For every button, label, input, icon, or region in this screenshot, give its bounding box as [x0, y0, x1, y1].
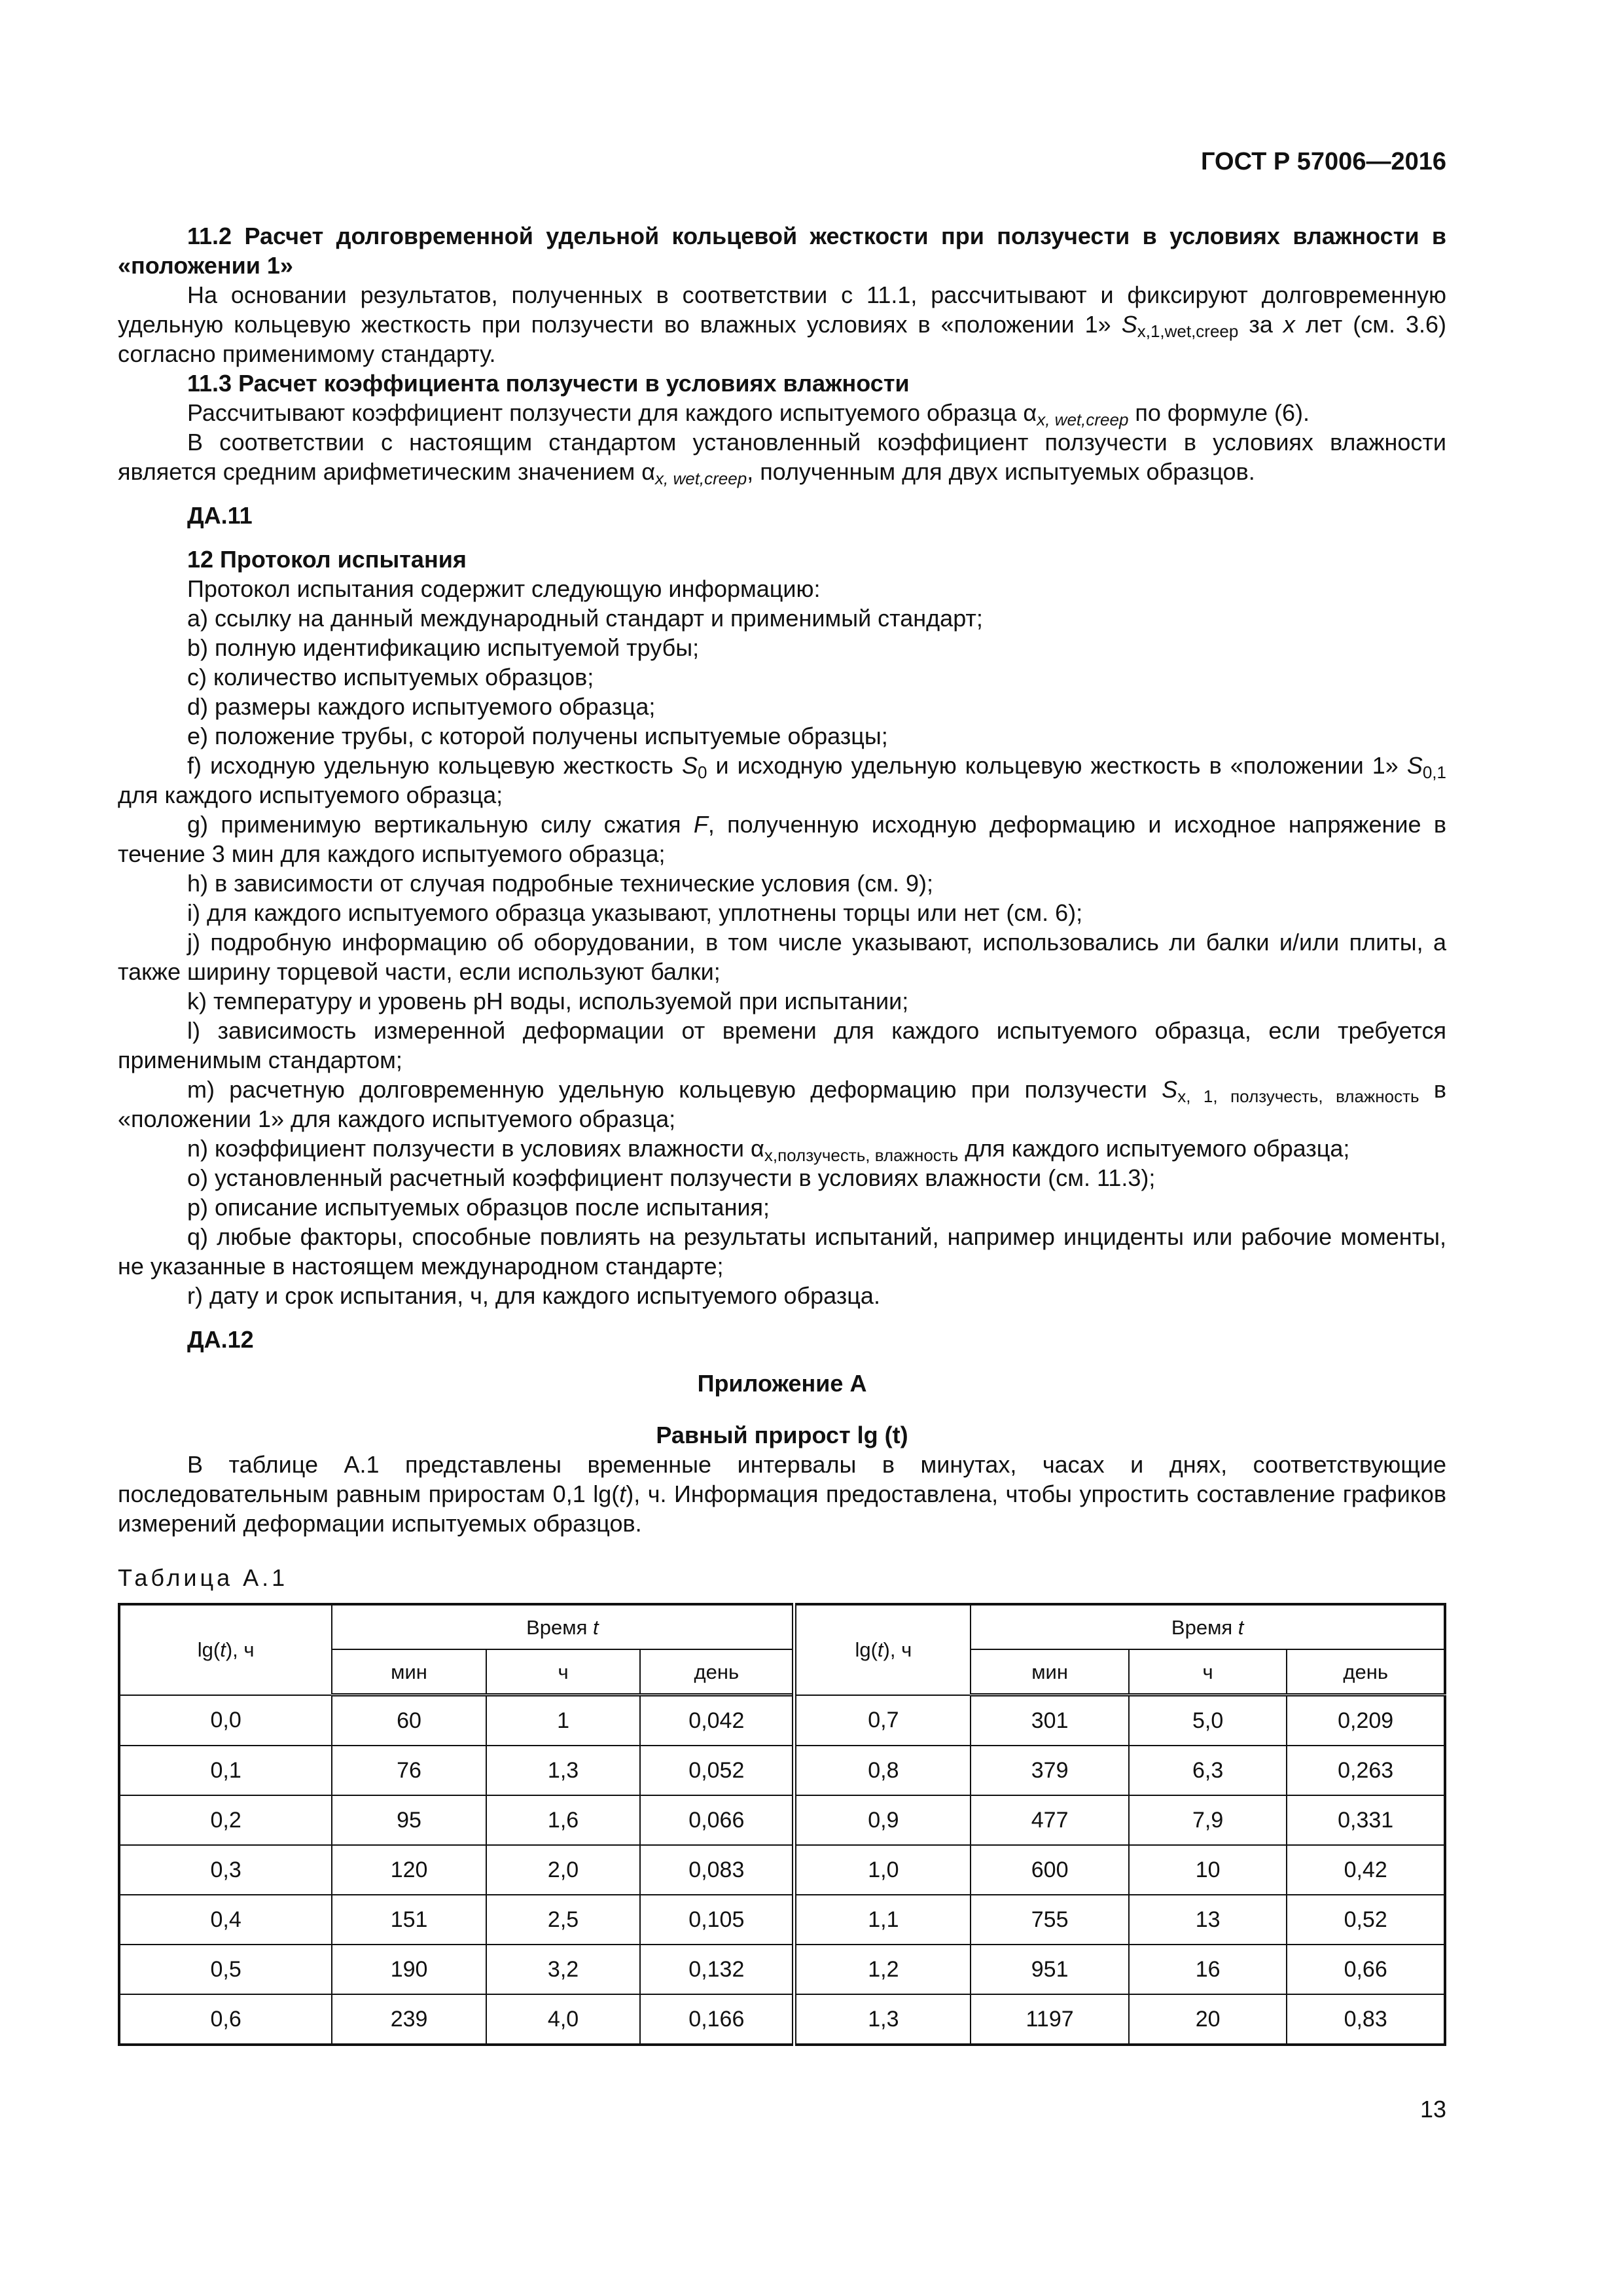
header-time-right: Время t	[971, 1604, 1445, 1649]
table-cell: 120	[332, 1845, 486, 1895]
table-row	[119, 1695, 1445, 1746]
header-lg-left: lg(t), ч	[119, 1604, 332, 1695]
section-11-3-paragraph-2: В соответствии с настоящим стандартом установленный коэффициент ползучести в условиях влажности является средним арифметическим значением $\alpha_{x, wet,creep}$, полученным для двух испытуемых образцов.	[118, 429, 1446, 488]
table-cell: 0,66	[1287, 1945, 1445, 1994]
table-cell: 16	[1129, 1945, 1287, 1994]
appendix-text: В таблице А.1 представлены временные интервалы в минутах, часах и днях, соответствующие последовательным равным приростам 0,1 lg(t), ч. Информация предоставлена, чтобы упростить составление графиков измерений деформации испытуемых образцов.	[118, 1451, 1446, 1537]
table-cell: 0,8	[794, 1746, 971, 1795]
table-cell: 0,083	[640, 1845, 794, 1895]
table-cell: 1197	[971, 1994, 1129, 2045]
section-11-2-heading: 11.2 Расчет долговременной удельной кольцевой жесткости при ползучести в условиях влажности в «положении 1»	[118, 223, 1446, 279]
table-cell: 0,4	[119, 1895, 332, 1945]
table-cell: 151	[332, 1895, 486, 1945]
list-item-f: f) исходную удельную кольцевую жесткость $S_0$ и исходную удельную кольцевую жесткость в «положении 1» $S_{0,1}$ для каждого испытуемого образца;	[118, 752, 1446, 808]
table-cell: 2,0	[486, 1845, 640, 1895]
table-cell: 1	[486, 1695, 640, 1746]
table-cell: 301	[971, 1695, 1129, 1746]
table-cell: 0,263	[1287, 1746, 1445, 1795]
header-day: день	[1287, 1649, 1445, 1695]
table-cell: 2,5	[486, 1895, 640, 1945]
table-cell: 0,42	[1287, 1845, 1445, 1895]
table-cell: 190	[332, 1945, 486, 1994]
table-row	[119, 1845, 1445, 1895]
table-cell: 600	[971, 1845, 1129, 1895]
table-cell: 379	[971, 1746, 1129, 1795]
list-item-g: g) применимую вертикальную силу сжатия F, полученную исходную деформацию и исходное напряжение в течение 3 мин для каждого испытуемого образца;	[118, 811, 1446, 867]
document-body	[118, 221, 1446, 2046]
list-item-b: b) полную идентификацию испытуемой трубы;	[187, 634, 700, 661]
list-item-a: a) ссылку на данный международный стандарт и применимый стандарт;	[187, 605, 983, 632]
table-cell: 755	[971, 1895, 1129, 1945]
header-time-left: Время t	[332, 1604, 794, 1649]
table-cell: 0,9	[794, 1795, 971, 1845]
table-cell: 951	[971, 1945, 1129, 1994]
list-intro: Протокол испытания содержит следующую информацию:	[187, 575, 821, 602]
table-cell: 1,1	[794, 1895, 971, 1945]
appendix-subtitle: Равный прирост lg (t)	[656, 1422, 908, 1448]
table-cell: 1,6	[486, 1795, 640, 1845]
list-item-h: h) в зависимости от случая подробные технические условия (см. 9);	[187, 870, 934, 897]
list-item-m: m) расчетную долговременную удельную кольцевую деформацию при ползучести $S_{x, 1, ползучесть, влажность}$ в «положении 1» для каждого испытуемого образца;	[118, 1076, 1446, 1132]
table-cell: 0,3	[119, 1845, 332, 1895]
header-min: мин	[971, 1649, 1129, 1695]
table-cell: 4,0	[486, 1994, 640, 2045]
header-hours: ч	[1129, 1649, 1287, 1695]
table-row	[119, 1746, 1445, 1795]
table-cell: 6,3	[1129, 1746, 1287, 1795]
table-cell: 477	[971, 1795, 1129, 1845]
list-item-q: q) любые факторы, способные повлиять на результаты испытаний, например инциденты или рабочие моменты, не указанные в настоящем международном стандарте;	[118, 1223, 1446, 1280]
list-item-d: d) размеры каждого испытуемого образца;	[187, 693, 656, 720]
page-number: 13	[1419, 2096, 1446, 2123]
table-cell: 1,3	[486, 1746, 640, 1795]
list-item-o: o) установленный расчетный коэффициент ползучести в условиях влажности (см. 11.3);	[187, 1164, 1156, 1191]
table-row	[119, 1945, 1445, 1994]
list-item-i: i) для каждого испытуемого образца указывают, уплотнены торцы или нет (см. 6);	[187, 899, 1083, 926]
table-cell: 0,042	[640, 1695, 794, 1746]
document-header: ГОСТ Р 57006—2016	[1201, 148, 1446, 175]
list-item-e: e) положение трубы, с которой получены испытуемые образцы;	[187, 723, 888, 749]
table-a1	[118, 1603, 1446, 2046]
list-item-c: c) количество испытуемых образцов;	[187, 664, 594, 691]
list-item-l: l) зависимость измеренной деформации от времени для каждого испытуемого образца, если требуется применимым стандартом;	[118, 1017, 1446, 1073]
table-cell: 76	[332, 1746, 486, 1795]
table-cell: 7,9	[1129, 1795, 1287, 1845]
da11-label: ДА.11	[187, 502, 253, 529]
table-cell: 60	[332, 1695, 486, 1746]
table-cell: 0,7	[794, 1695, 971, 1746]
header-lg-right: lg(t), ч	[794, 1604, 971, 1695]
section-12-heading: 12 Протокол испытания	[187, 546, 467, 573]
list-item-p: p) описание испытуемых образцов после испытания;	[187, 1194, 770, 1221]
table-cell: 20	[1129, 1994, 1287, 2045]
table-cell: 0,132	[640, 1945, 794, 1994]
table-cell: 0,052	[640, 1746, 794, 1795]
table-caption: Таблица А.1	[118, 1564, 289, 1591]
table-cell: 239	[332, 1994, 486, 2045]
table-cell: 1,0	[794, 1845, 971, 1895]
table-cell: 0,83	[1287, 1994, 1445, 2045]
table-cell: 0,105	[640, 1895, 794, 1945]
section-11-3-heading: 11.3 Расчет коэффициента ползучести в условиях влажности	[187, 370, 910, 397]
table-cell: 1,2	[794, 1945, 971, 1994]
table-cell: 95	[332, 1795, 486, 1845]
section-11-3-paragraph-1: Рассчитывают коэффициент ползучести для каждого испытуемого образца $\alpha_{x, wet,creep}$ по формуле (6).	[187, 399, 1310, 429]
table-header-row	[119, 1604, 1445, 1649]
table-cell: 10	[1129, 1845, 1287, 1895]
table-cell: 0,066	[640, 1795, 794, 1845]
table-row	[119, 1895, 1445, 1945]
table-cell: 0,2	[119, 1795, 332, 1845]
list-item-n: n) коэффициент ползучести в условиях влажности $\alpha_{x,ползучесть, влажность}$ для каждого испытуемого образца;	[187, 1135, 1350, 1165]
table-cell: 0,0	[119, 1695, 332, 1746]
table-row	[119, 1795, 1445, 1845]
table-cell: 0,6	[119, 1994, 332, 2045]
list-item-j: j) подробную информацию об оборудовании, в том числе указывают, использовались ли балки и/или плиты, а также ширину торцевой части, если используют балки;	[118, 929, 1446, 985]
appendix-title: Приложение А	[697, 1370, 867, 1397]
table-cell: 0,166	[640, 1994, 794, 2045]
header-min: мин	[332, 1649, 486, 1695]
table-cell: 0,209	[1287, 1695, 1445, 1746]
table-cell: 0,5	[119, 1945, 332, 1994]
table-cell: 0,1	[119, 1746, 332, 1795]
table-cell: 13	[1129, 1895, 1287, 1945]
section-11-2-text: На основании результатов, полученных в соответствии с 11.1, рассчитывают и фиксируют долговременную удельную кольцевую жесткость при ползучести во влажных условиях в «положении 1» $S_{x,1,wet,creep}$ за x лет (см. 3.6) согласно применимому стандарту.	[118, 281, 1447, 367]
table-cell: 0,331	[1287, 1795, 1445, 1845]
da12-label: ДА.12	[187, 1326, 254, 1353]
table-cell: 0,52	[1287, 1895, 1445, 1945]
header-hours: ч	[486, 1649, 640, 1695]
header-day: день	[640, 1649, 794, 1695]
list-item-r: r) дату и срок испытания, ч, для каждого испытуемого образца.	[187, 1282, 880, 1309]
table-cell: 5,0	[1129, 1695, 1287, 1746]
list-item-k: k) температуру и уровень pH воды, используемой при испытании;	[187, 988, 909, 1014]
table-row	[119, 1994, 1445, 2045]
table-cell: 3,2	[486, 1945, 640, 1994]
table-cell: 1,3	[794, 1994, 971, 2045]
